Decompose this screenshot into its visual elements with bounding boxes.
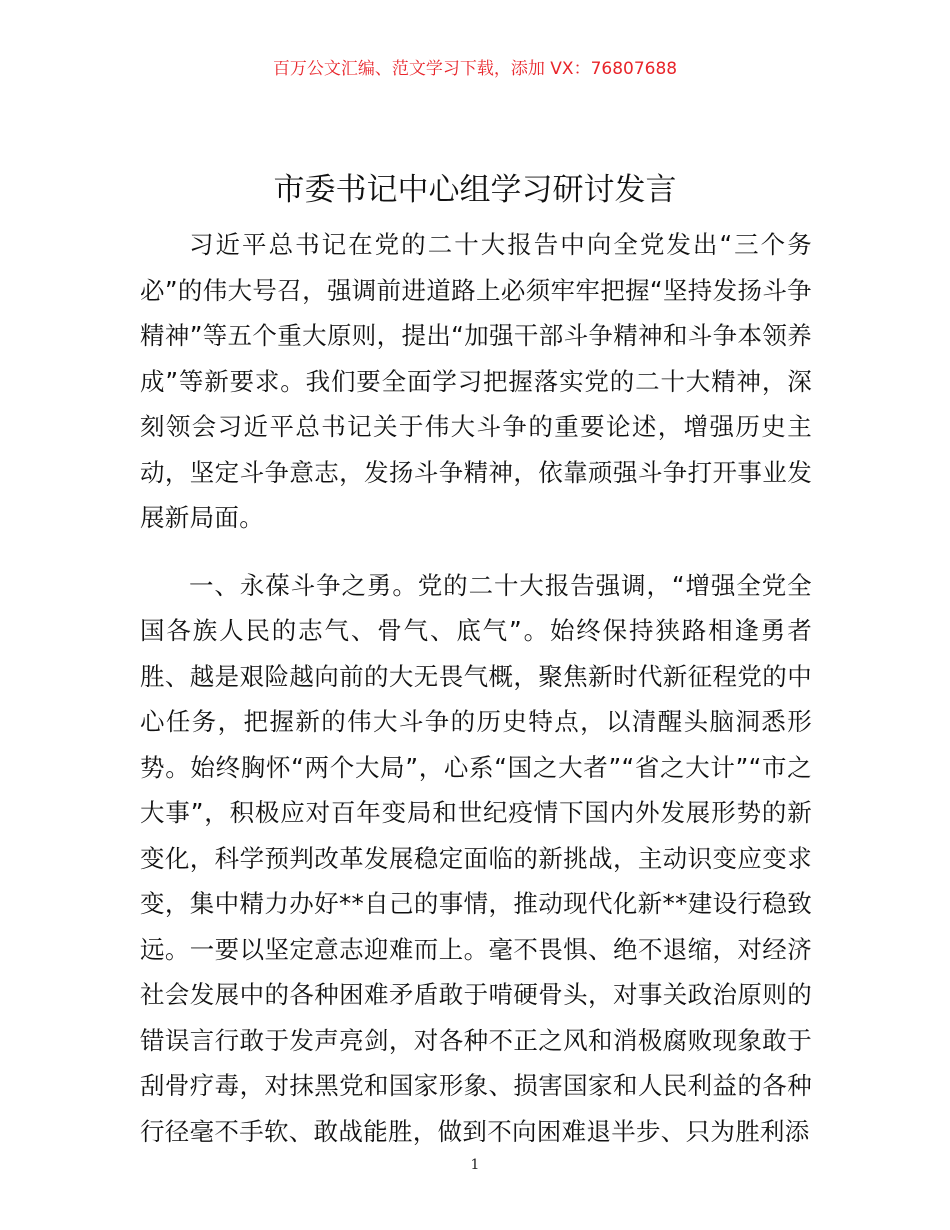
paragraph-intro: 习近平总书记在党的二十大报告中向全党发出“三个务必”的伟大号召，强调前进道路上必须牢牢把握“坚持发扬斗争精神”等五个重大原则，提出“加强干部斗争精神和斗争本领养成”等新要求。我们要全面学习把握落实党的二十大精神，深刻领会习近平总书记关于伟大斗争的重要论述，增强历史主动，坚定斗争意志，发扬斗争精神，依靠顽强斗争打开事业发展新局面。 [140, 230, 812, 532]
document-body [140, 222, 812, 1154]
header-banner: 百万公文汇编、范文学习下载，添加 VX：76807688 [272, 59, 678, 79]
paragraph-section-one: 一、永葆斗争之勇。党的二十大报告强调，“增强全党全国各族人民的志气、骨气、底气”。始终保持狭路相逢勇者胜、越是艰险越向前的大无畏气概，聚焦新时代新征程党的中心任务，把握新的伟大斗争的历史特点，以清醒头脑洞悉形势。始终胸怀“两个大局”，心系“国之大者”“省之大计”“市之大事”，积极应对百年变局和世纪疫情下国内外发展形势的新变化，科学预判改革发展稳定面临的新挑战，主动识变应变求变，集中精力办好**自己的事情，推动现代化新**建设行稳致远。一要以坚定意志迎难而上。毫不畏惧、绝不退缩，对经济社会发展中的各种困难矛盾敢于啃硬骨头，对事关政治原则的错误言行敢于发声亮剑，对各种不正之风和消极腐败现象敢于刮骨疗毒，对抹黑党和国家形象、损害国家和人民利益的各种行径毫不手软、敢战能胜，做到不向困难退半步、只为胜利添 [140, 570, 812, 1146]
page-number: 1 [470, 1157, 480, 1173]
document-title: 市委书记中心组学习研讨发言 [273, 172, 677, 208]
